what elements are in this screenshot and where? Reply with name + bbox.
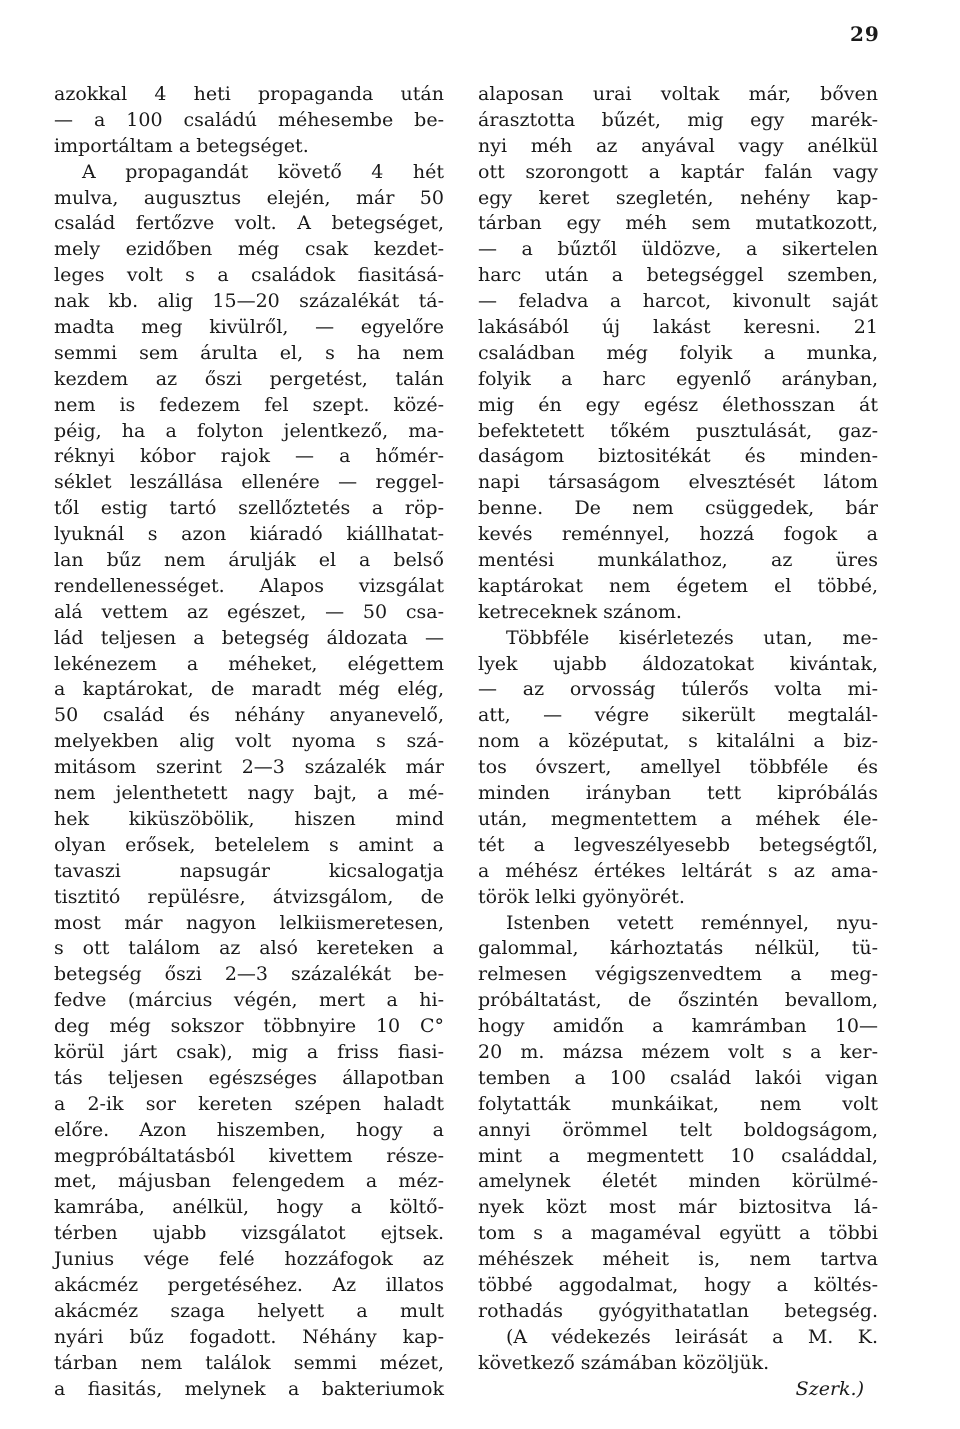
text-line: 50 család és néhány anyanevelő, [54,704,444,727]
text-line: daságom biztositékát és minden- [478,445,878,468]
text-line: — a bűztől üldözve, a sikertelen [478,238,878,261]
text-line: importáltam a betegséget. [54,134,309,157]
text-line: a fiasitás, melynek a bakteriumok [54,1377,444,1400]
text-line: próbáltatást, de őszintén bevallom, [478,989,878,1012]
text-line: a méhész értékes leltárát s az ama- [478,859,878,882]
text-line: következő számában közöljük. [478,1351,770,1374]
text-line: benne. De nem csüggedek, bár [478,497,878,520]
text-line: lyuknál s azon kiáradó kiállhatat- [54,523,444,546]
text-line: — az orvosság túlerős volta mi- [478,678,878,701]
text-line: megpróbáltatásból kivettem része- [54,1144,444,1167]
text-line: péig, ha a folyton jelentkező, ma- [54,419,444,442]
text-line: tavaszi napsugár kicsalogatja [54,859,444,882]
text-line: Istenben vetett reménnyel, nyu- [506,911,878,934]
text-line: tét a legveszélyesebb betegségtől, [478,833,878,856]
text-line: tás teljesen egészséges állapotban [54,1066,444,1089]
text-line: tárban egy méh sem mutatkozott, [478,212,878,235]
text-line: A propagandát követő 4 hét [82,160,444,183]
text-line: lekénezem a méheket, elégettem [54,652,444,675]
page-number: 29 [850,22,880,46]
text-line: a kaptárokat, de maradt még elég, [54,678,444,701]
text-line: azokkal 4 heti propaganda után [54,83,444,105]
text-line: folytatták munkáikat, nem volt [478,1092,878,1115]
text-line: rothadás gyógyithatatlan betegség. [478,1299,878,1322]
text-line: harc után a betegséggel szemben, [478,264,878,287]
text-line: leges volt s a családok fiasitásá- [54,264,444,287]
text-line: méhészek méheit is, nem tartva [478,1248,878,1271]
text-line: nem is fedezem fel szept. közé- [54,393,444,416]
text-line: tárban nem találok semmi mézet, [54,1351,444,1374]
text-line: tom s a magaméval együtt a többi [478,1222,878,1245]
text-line: madta meg kivülről, — egyelőre [54,316,444,339]
text-line: mentési munkálathoz, az üres [478,549,878,572]
text-line: nyek közt most már biztositva lá- [478,1196,878,1219]
text-line: befektetett tőkém pusztulását, gaz- [478,419,878,442]
text-line: melyekben alig volt nyoma s szá- [54,730,444,753]
text-line: att, — végre sikerült megtalál- [478,704,878,727]
text-line: deg még sokszor többnyire 10 C° [54,1015,444,1038]
text-line: mint a megmentett 10 családdal, [478,1144,878,1167]
text-line: török lelki gyönyörét. [478,885,685,908]
text-line: napi társaságom elvesztését látom [478,471,878,494]
text-line: semmi sem árulta el, s ha nem [54,341,444,364]
text-line: amelynek életét minden körülmé- [478,1170,878,1193]
text-line: — feladva a harcot, kivonult saját [478,290,878,313]
text-line: nyi méh az anyával vagy anélkül [478,134,878,157]
text-line: kamrába, anélkül, hogy a költő- [54,1196,444,1219]
text-line: s ott találom az alsó kereteken a [54,937,444,960]
text-line: többé aggodalmat, hogy a költés- [478,1273,878,1296]
text-line: annyi örömmel telt boldogságom, [478,1118,878,1141]
text-line: kezdem az őszi pergetést, talán [54,367,444,390]
text-line: lakásából új lakást keresni. 21 [478,316,878,339]
text-line: tisztitó repülésre, átvizsgálom, de [54,885,444,908]
text-line: térben ujabb vizsgálatot ejtsek. [54,1222,444,1245]
left-column [54,82,444,1402]
text-line: minden irányban tett kipróbálás [478,782,878,805]
text-line: mulva, augusztus elején, már 50 [54,186,444,209]
text-line: család fertőzve volt. A betegséget, [54,212,444,235]
text-line: után, megmentettem a méhek éle- [478,807,878,830]
text-line: nyári bűz fogadott. Néhány kap- [54,1325,444,1348]
text-line: kaptárokat nem égetem el többé, [478,574,878,597]
text-line: (A védekezés leirását a M. K. [506,1325,878,1348]
text-line: egy keret szegletén, nehény kap- [478,186,878,209]
signature: Szerk.) [795,1377,864,1400]
text-line: akácméz szaga helyett a mult [54,1299,444,1322]
text-line: fedve (március végén, mert a hi- [54,989,444,1012]
text-line: 20 m. mázsa mézem volt s a ker- [478,1040,878,1063]
text-line: ott szorongott a kaptár falán vagy [478,160,878,183]
text-line: betegség őszi 2—3 százalékát be- [54,963,444,986]
text-line: kevés reménnyel, hozzá fogok a [478,523,878,546]
text-line: séklet leszállása ellenére — reggel- [54,471,444,494]
text-line: lan bűz nem árulják el a belső [54,549,444,572]
text-line: lyek ujabb áldozatokat kivántak, [478,652,878,675]
text-line: olyan erősek, betelelem s amint a [54,833,444,856]
text-line: most már nagyon lelkiismeretesen, [54,911,444,934]
text-line: alaposan urai voltak már, bőven [478,83,878,105]
text-line: mely ezidőben még csak kezdet- [54,238,444,261]
right-column [478,82,878,1402]
text-line: relmesen végigszenvedtem a meg- [478,963,878,986]
text-line: nom a középutat, s kitalálni a biz- [478,730,878,753]
text-line: ketreceknek szánom. [478,600,682,623]
text-line: hogy amidőn a kamrámban 10— [478,1015,878,1038]
text-line: előre. Azon hiszemben, hogy a [54,1118,444,1141]
text-line: árasztotta bűzét, mig egy marék- [478,108,878,131]
text-line: hek kiküszöbölik, hiszen mind [54,807,444,830]
text-line: alá vettem az egészet, — 50 csa- [54,600,444,623]
text-line: akácméz pergetéséhez. Az illatos [54,1273,444,1296]
text-line: től estig tartó szellőztetés a röp- [54,497,444,520]
text-line: met, májusban felengedem a méz- [54,1170,444,1193]
text-line: körül járt csak), mig a friss fiasi- [54,1040,444,1063]
text-line: mig én egy egész élethosszan át [478,393,878,416]
text-line: a 2-ik sor kereten szépen haladt [54,1092,444,1115]
text-line: réknyi kóbor rajok — a hőmér- [54,445,444,468]
text-line: temben a 100 család lakói vigan [478,1066,878,1089]
text-line: folyik a harc egyenlő arányban, [478,367,878,390]
text-line: Junius vége felé hozzáfogok az [54,1248,444,1271]
text-line: tos óvszert, amellyel többféle és [478,756,878,779]
text-line: nem jelenthetett nagy bajt, a mé- [54,782,444,805]
text-line: galommal, kárhoztatás nélkül, tü- [478,937,878,960]
text-line: mitásom szerint 2—3 százalék már [54,756,444,779]
text-line: Többféle kisérletezés utan, me- [506,626,878,649]
text-line: rendellenességet. Alapos vizsgálat [54,574,444,597]
text-line: — a 100 családú méhesembe be- [54,108,444,131]
text-line: lád teljesen a betegség áldozata — [54,626,444,649]
text-line: nak kb. alig 15—20 százalékát tá- [54,290,444,313]
text-line: családban még folyik a munka, [478,341,878,364]
